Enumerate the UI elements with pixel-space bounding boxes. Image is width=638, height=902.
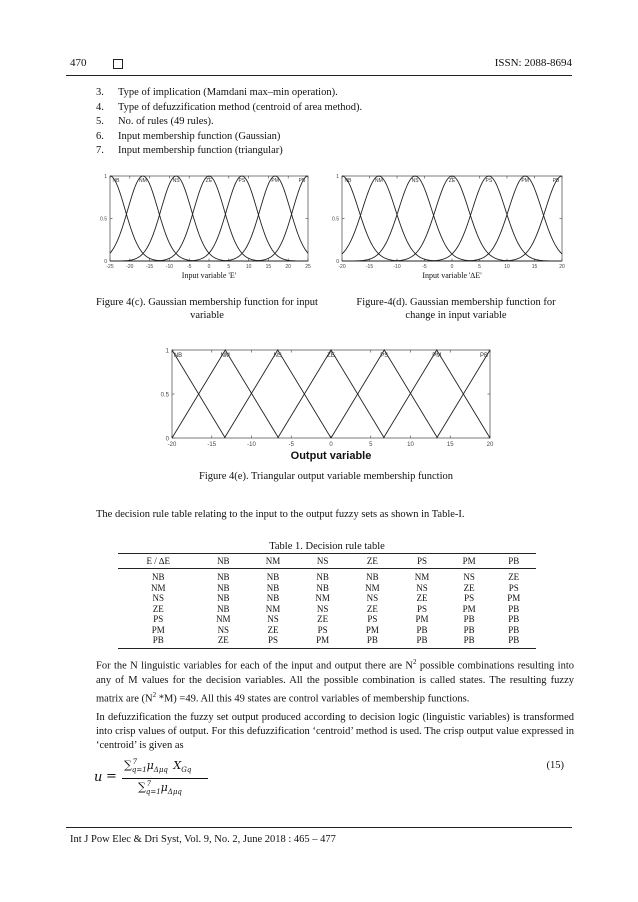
table-row <box>118 625 536 636</box>
gaussian-input-chart <box>98 172 313 287</box>
x-tick-label: 5 <box>478 264 481 270</box>
table-cell: NB <box>151 572 165 582</box>
x-tick-label: 10 <box>504 264 510 270</box>
paragraph-text: *M) =49. All this 49 states are control variables of membership functions. <box>156 693 470 704</box>
membership-curve-nm <box>342 176 562 261</box>
table-cell: PB <box>397 635 447 648</box>
series-label: NM <box>374 178 383 184</box>
table-cell: NS <box>416 582 428 593</box>
table-cell: ZE <box>416 593 428 603</box>
list-item <box>96 115 362 130</box>
x-tick-label: -5 <box>288 442 294 448</box>
table-cell: PS <box>317 624 328 635</box>
table-cell: NB <box>217 582 230 593</box>
equation-numerator: $\sum_{q=1}^7$ $\mu_{\Delta\mu q}$ $X_{Gq}$ <box>124 758 192 774</box>
table-cell: PM <box>415 614 429 624</box>
table-row <box>118 635 536 648</box>
list-number: 5. <box>96 116 104 127</box>
table-cell: NB <box>217 603 230 614</box>
list-text: Type of defuzzification method (centroid of area method). <box>118 101 363 113</box>
table-cell: PM <box>365 624 379 635</box>
header-cell: NS <box>298 554 348 569</box>
series-label: ZE <box>205 178 213 184</box>
list-number: 6. <box>96 130 104 142</box>
series-label: NS <box>411 178 419 184</box>
list-number: 7. <box>96 145 104 156</box>
x-tick-label: 0 <box>207 264 211 270</box>
series-label: PS <box>485 178 493 184</box>
x-axis-label: Output variable <box>290 450 372 462</box>
x-tick-label: 15 <box>446 442 454 448</box>
equation-equals: = <box>106 769 117 784</box>
equation-denominator: $\sum_{q=1}^7$ $\mu_{\Delta\mu q}$ <box>138 780 182 796</box>
header-cell: PB <box>491 554 536 569</box>
paragraph-defuzzification: In defuzzification the fuzzy set output produced according to decision logic (linguistic variables) is transformed into crisp values of output. For this defuzzification ‘centroid’ method is used. The crisp output value expressed in ‘centroid’ is given as <box>96 712 574 751</box>
caption-line: variable <box>190 310 224 321</box>
membership-curve-ps <box>342 176 562 261</box>
y-tick-label: 0 <box>165 436 169 443</box>
table-cell: NB <box>366 572 379 582</box>
series-label: PM <box>271 178 279 184</box>
table-cell: PM <box>507 593 521 603</box>
membership-curve-nb <box>342 176 562 261</box>
table-cell: PB <box>508 603 520 614</box>
table-cell: NS <box>217 624 230 635</box>
series-label: PM <box>432 353 442 359</box>
header-cell: NM <box>248 554 298 569</box>
x-tick-label: -20 <box>338 264 346 270</box>
table-cell: ZE <box>366 603 378 614</box>
series-label: PB <box>479 353 489 359</box>
y-tick-label: 0.5 <box>160 392 169 399</box>
x-tick-label: -20 <box>126 264 134 270</box>
table-cell: NB <box>266 572 280 582</box>
series-label: NM <box>138 178 147 184</box>
membership-curve-pm <box>383 350 490 438</box>
table-cell: PB <box>491 635 536 648</box>
x-tick-label: -10 <box>165 264 174 270</box>
table-cell: PB <box>118 635 198 648</box>
x-tick-label: 0 <box>450 264 454 270</box>
x-tick-label: 25 <box>305 264 311 270</box>
series-label: NS <box>172 178 180 184</box>
issn: ISSN: 2088-8694 <box>494 57 572 69</box>
series-label: PM <box>521 178 529 184</box>
table-cell: PB <box>447 635 492 648</box>
membership-curve-pb <box>342 176 562 261</box>
membership-curve-ze <box>342 176 562 261</box>
y-tick-label: 0 <box>336 259 339 265</box>
x-axis-label: Input variable '∆E' <box>422 271 482 280</box>
x-tick-label: 20 <box>486 442 494 448</box>
x-tick-label: -15 <box>365 264 374 270</box>
list-item <box>96 101 362 116</box>
table-cell: NB <box>217 593 230 603</box>
x-tick-label: -5 <box>186 264 192 270</box>
series-label: PB <box>298 178 306 184</box>
table-cell: PS <box>508 582 519 593</box>
table-cell: PS <box>248 635 298 648</box>
table-cell: PB <box>508 624 520 635</box>
table-cell: ZE <box>317 614 329 624</box>
y-tick-label: 0.5 <box>332 216 339 223</box>
series-label: PS <box>380 353 389 359</box>
caption-line: Figure-4(d). Gaussian membership function for <box>356 297 556 308</box>
caption-fig4c <box>82 296 332 322</box>
membership-curve-ze <box>278 350 385 438</box>
series-label: ZE <box>448 178 456 184</box>
x-tick-label: 5 <box>227 264 231 270</box>
series-label: NB <box>344 178 352 184</box>
figure-4d <box>330 172 568 287</box>
header-cell: PS <box>397 554 447 569</box>
caption-line: Figure 4(c). Gaussian membership function for input <box>96 297 318 308</box>
header-rule <box>66 75 572 76</box>
table-cell: PM <box>462 603 476 614</box>
x-tick-label: -15 <box>207 442 217 448</box>
fraction-bar <box>122 778 208 779</box>
table-cell: ZE <box>508 572 520 582</box>
table-cell: PB <box>463 614 475 624</box>
triangular-output-chart <box>150 345 502 463</box>
y-tick-label: 0 <box>104 259 107 265</box>
table-cell: PS <box>367 614 378 624</box>
caption-line: change in input variable <box>405 310 507 321</box>
x-tick-label: 20 <box>559 264 565 270</box>
table-row <box>118 583 536 594</box>
membership-curve-ns <box>224 350 331 438</box>
caption-fig4e: Figure 4(e). Triangular output variable membership function <box>199 471 453 482</box>
membership-curve-ns <box>342 176 562 261</box>
table-row <box>118 614 536 625</box>
method-list <box>96 86 362 159</box>
table-cell: NM <box>365 582 380 593</box>
x-tick-label: -5 <box>422 264 427 270</box>
table-cell: NS <box>366 593 379 603</box>
list-item <box>96 130 362 145</box>
table-cell: NM <box>150 582 166 593</box>
table-row <box>118 593 536 604</box>
caption-fig4d <box>334 296 578 322</box>
x-axis-label: Input variable 'E' <box>181 271 237 280</box>
series-label: NB <box>112 178 120 184</box>
table-caption: Table 1. Decision rule table <box>269 541 385 552</box>
list-number: 3. <box>96 87 104 98</box>
superscript: 2 <box>413 658 417 666</box>
x-tick-label: -15 <box>145 264 154 270</box>
x-tick-label: -10 <box>393 264 401 270</box>
plot-frame <box>172 350 490 438</box>
membership-curve-pm <box>342 176 562 261</box>
table-cell: PS <box>464 593 475 603</box>
list-text: No. of rules (49 rules). <box>118 116 214 127</box>
table-row <box>118 569 536 583</box>
x-tick-label: 10 <box>245 264 252 270</box>
plot-frame <box>342 176 562 261</box>
figure-4e <box>150 345 502 463</box>
list-text: Input membership function (triangular) <box>118 145 283 156</box>
table-header-row <box>118 554 536 569</box>
x-tick-label: -25 <box>106 264 114 270</box>
table-row <box>118 604 536 615</box>
series-label: ZE <box>327 353 335 359</box>
list-item <box>96 86 362 101</box>
list-text: Input membership function (Gaussian) <box>118 130 281 142</box>
table-cell: PB <box>348 635 398 648</box>
x-tick-label: 20 <box>285 264 291 270</box>
table-intro: The decision rule table relating to the input to the output fuzzy sets as shown in Table-I. <box>96 509 465 520</box>
table-cell: PM <box>298 635 348 648</box>
table-cell: NB <box>266 582 280 593</box>
series-label: PS <box>238 178 246 184</box>
table-cell: PS <box>417 603 428 614</box>
list-text: Type of implication (Mamdani max–min operation). <box>118 87 338 98</box>
table-cell: NM <box>414 572 430 582</box>
series-label: NM <box>220 353 230 359</box>
y-tick-label: 1 <box>336 174 339 180</box>
table-cell: NB <box>316 572 329 582</box>
checkbox-glyph <box>113 59 123 69</box>
header-cell: NB <box>198 554 248 569</box>
header-cell: E / ∆E <box>118 554 198 569</box>
table-cell: NS <box>316 603 329 614</box>
series-label: NS <box>273 353 282 359</box>
superscript: 2 <box>152 690 157 699</box>
table-cell: ZE <box>267 624 279 635</box>
table-cell: ZE <box>463 582 475 593</box>
paragraph-text: possible combinations resulting into any of M values for the decision variables. All the possible combination is called states. The resulting fuzzy matrix are (N <box>96 660 574 704</box>
gaussian-delta-chart <box>330 172 568 287</box>
x-tick-label: 15 <box>265 264 272 270</box>
equation-lhs: u <box>94 770 103 785</box>
y-tick-label: 0.5 <box>100 216 107 223</box>
table-cell: NS <box>152 593 164 603</box>
table-cell: NB <box>266 593 280 603</box>
table-cell: PB <box>416 624 428 635</box>
header-cell: ZE <box>348 554 398 569</box>
x-tick-label: 0 <box>329 442 333 448</box>
x-tick-label: 10 <box>407 442 414 448</box>
membership-curve-ps <box>331 350 438 438</box>
footer-rule <box>66 827 572 828</box>
header-cell: PM <box>447 554 492 569</box>
series-label: PB <box>552 178 560 184</box>
list-number: 4. <box>96 101 104 113</box>
table-cell: NM <box>265 603 281 614</box>
x-tick-label: -20 <box>167 442 177 448</box>
footer-citation: Int J Pow Elec & Dri Syst, Vol. 9, No. 2, June 2018 : 465 – 477 <box>70 834 336 845</box>
table-cell: PB <box>508 614 520 624</box>
table-cell: ZE <box>152 603 164 614</box>
table-cell: PS <box>153 614 164 624</box>
x-tick-label: 15 <box>531 264 538 270</box>
table-cell: NM <box>315 593 330 603</box>
table-cell: NB <box>217 572 230 582</box>
table-cell: NS <box>267 614 279 624</box>
y-tick-label: 1 <box>104 174 107 180</box>
table-cell: PM <box>151 624 165 635</box>
table-cell: NM <box>216 614 231 624</box>
table-cell: NS <box>463 572 475 582</box>
y-tick-label: 1 <box>165 348 169 355</box>
page-number: 470 <box>70 57 87 69</box>
equation-number: (15) <box>546 760 564 771</box>
table-cell: ZE <box>198 635 248 648</box>
membership-curve-nm <box>172 350 279 438</box>
figure-4c <box>98 172 313 287</box>
decision-rule-table <box>118 553 536 649</box>
x-tick-label: -10 <box>247 442 256 448</box>
x-tick-label: 5 <box>369 442 373 448</box>
paragraph-text: For the N linguistic variables for each of the input and output there are N <box>96 660 413 672</box>
table-cell: PB <box>463 624 475 635</box>
list-item <box>96 144 362 159</box>
series-label: NB <box>173 353 183 359</box>
table-cell: NB <box>316 582 329 593</box>
equation <box>94 758 574 800</box>
paragraph-combinations <box>96 655 574 706</box>
